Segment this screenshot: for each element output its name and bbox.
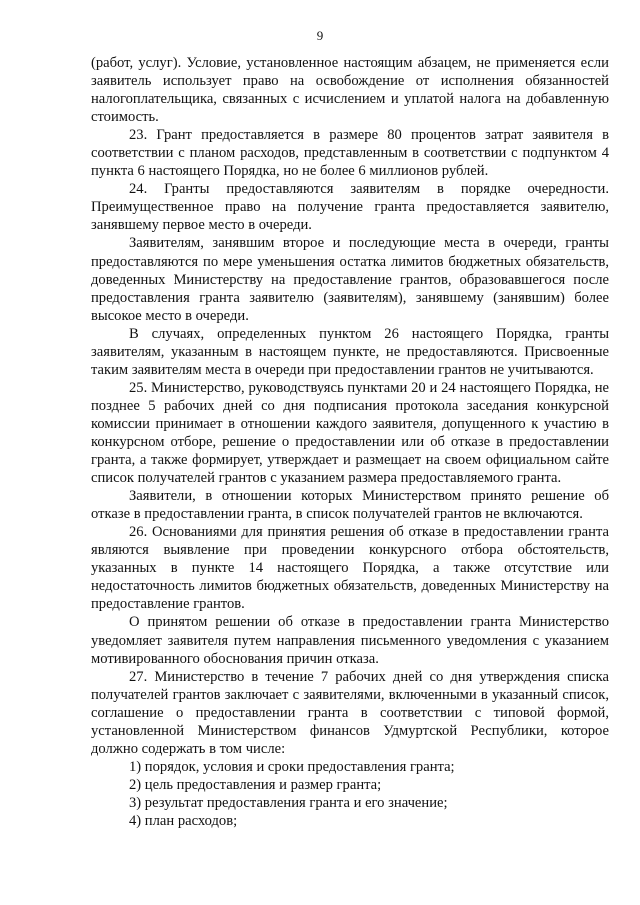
paragraph-continuation: (работ, услуг). Условие, установленное настоящим абзацем, не применяется если заявитель использует право на освобождение от исполнения обязанностей налогоплательщика, связанных с исчислением и уплатой налога на добавленную стоимость. [91,55,609,126]
paragraph-refusal-notice: О принятом решении об отказе в предоставлении гранта Министерство уведомляет заявителя путем направления письменного уведомления с указанием мотивированного обоснования причин отказа. [91,614,609,667]
list-item: 1) порядок, условия и сроки предоставления гранта; [129,758,455,775]
list-item: 2) цель предоставления и размер гранта; [129,776,382,793]
paragraph-excluded-applicants: Заявители, в отношении которых Министерством принято решение об отказе в предоставлении гранта, в список получателей грантов не включаются. [91,488,609,523]
paragraph-item-27: 27. Министерство в течение 7 рабочих дней со дня утверждения списка получателей грантов заключает с заявителями, включенными в указанный список, соглашение о предоставлении гранта в соответствии с типовой формой, установленной Министерством финансов Удмуртской Республики, которое должно содержать в том числе: [91,668,609,757]
page-number: 9 [316,28,324,43]
list-item: 4) план расходов; [129,812,238,829]
paragraph-item-23: 23. Грант предоставляется в размере 80 процентов затрат заявителя в соответствии с планом расходов, представленным в соответствии с подпунктом 4 пункта 6 настоящего Порядка, но не более 6 миллионов рублей. [91,127,609,180]
list-item: 3) результат предоставления гранта и его значение; [129,794,448,811]
paragraph-item-26: 26. Основаниями для принятия решения об отказе в предоставлении гранта являются выявление при проведении конкурсного отбора обстоятельств, указанных в пункте 14 настоящего Порядка, а также отсутствие или недостаточность лимитов бюджетных обязательств, доведенных Министерству на предоставление грантов. [91,524,609,613]
paragraph-item-24: 24. Гранты предоставляются заявителям в порядке очередности. Преимущественное право на получение гранта предоставляется заявителю, занявшему первое место в очереди. [91,181,609,234]
document-body [91,54,609,830]
paragraph-queue-order: Заявителям, занявшим второе и последующие места в очереди, гранты предоставляются по мере уменьшения остатка лимитов бюджетных обязательств, доведенных Министерству на предоставление грантов, образовавшегося после предоставления гранта заявителю (заявителям), занявшему (занявшим) более высокое место в очереди. [91,235,609,324]
paragraph-item-25: 25. Министерство, руководствуясь пунктами 20 и 24 настоящего Порядка, не позднее 5 рабочих дней со дня подписания протокола заседания конкурсной комиссии принимает в отношении каждого заявителя, допущенного к участию в конкурсном отборе, решение о предоставлении или об отказе в предоставлении гранта, а также формирует, утверждает и размещает на своем официальном сайте список получателей грантов с указанием размера предоставляемого гранта. [91,379,609,487]
paragraph-refusal-cases: В случаях, определенных пунктом 26 настоящего Порядка, гранты заявителям, указанным в настоящем пункте, не предоставляются. Присвоенные таким заявителям места в очереди при предоставлении грантов не учитываются. [91,325,609,378]
